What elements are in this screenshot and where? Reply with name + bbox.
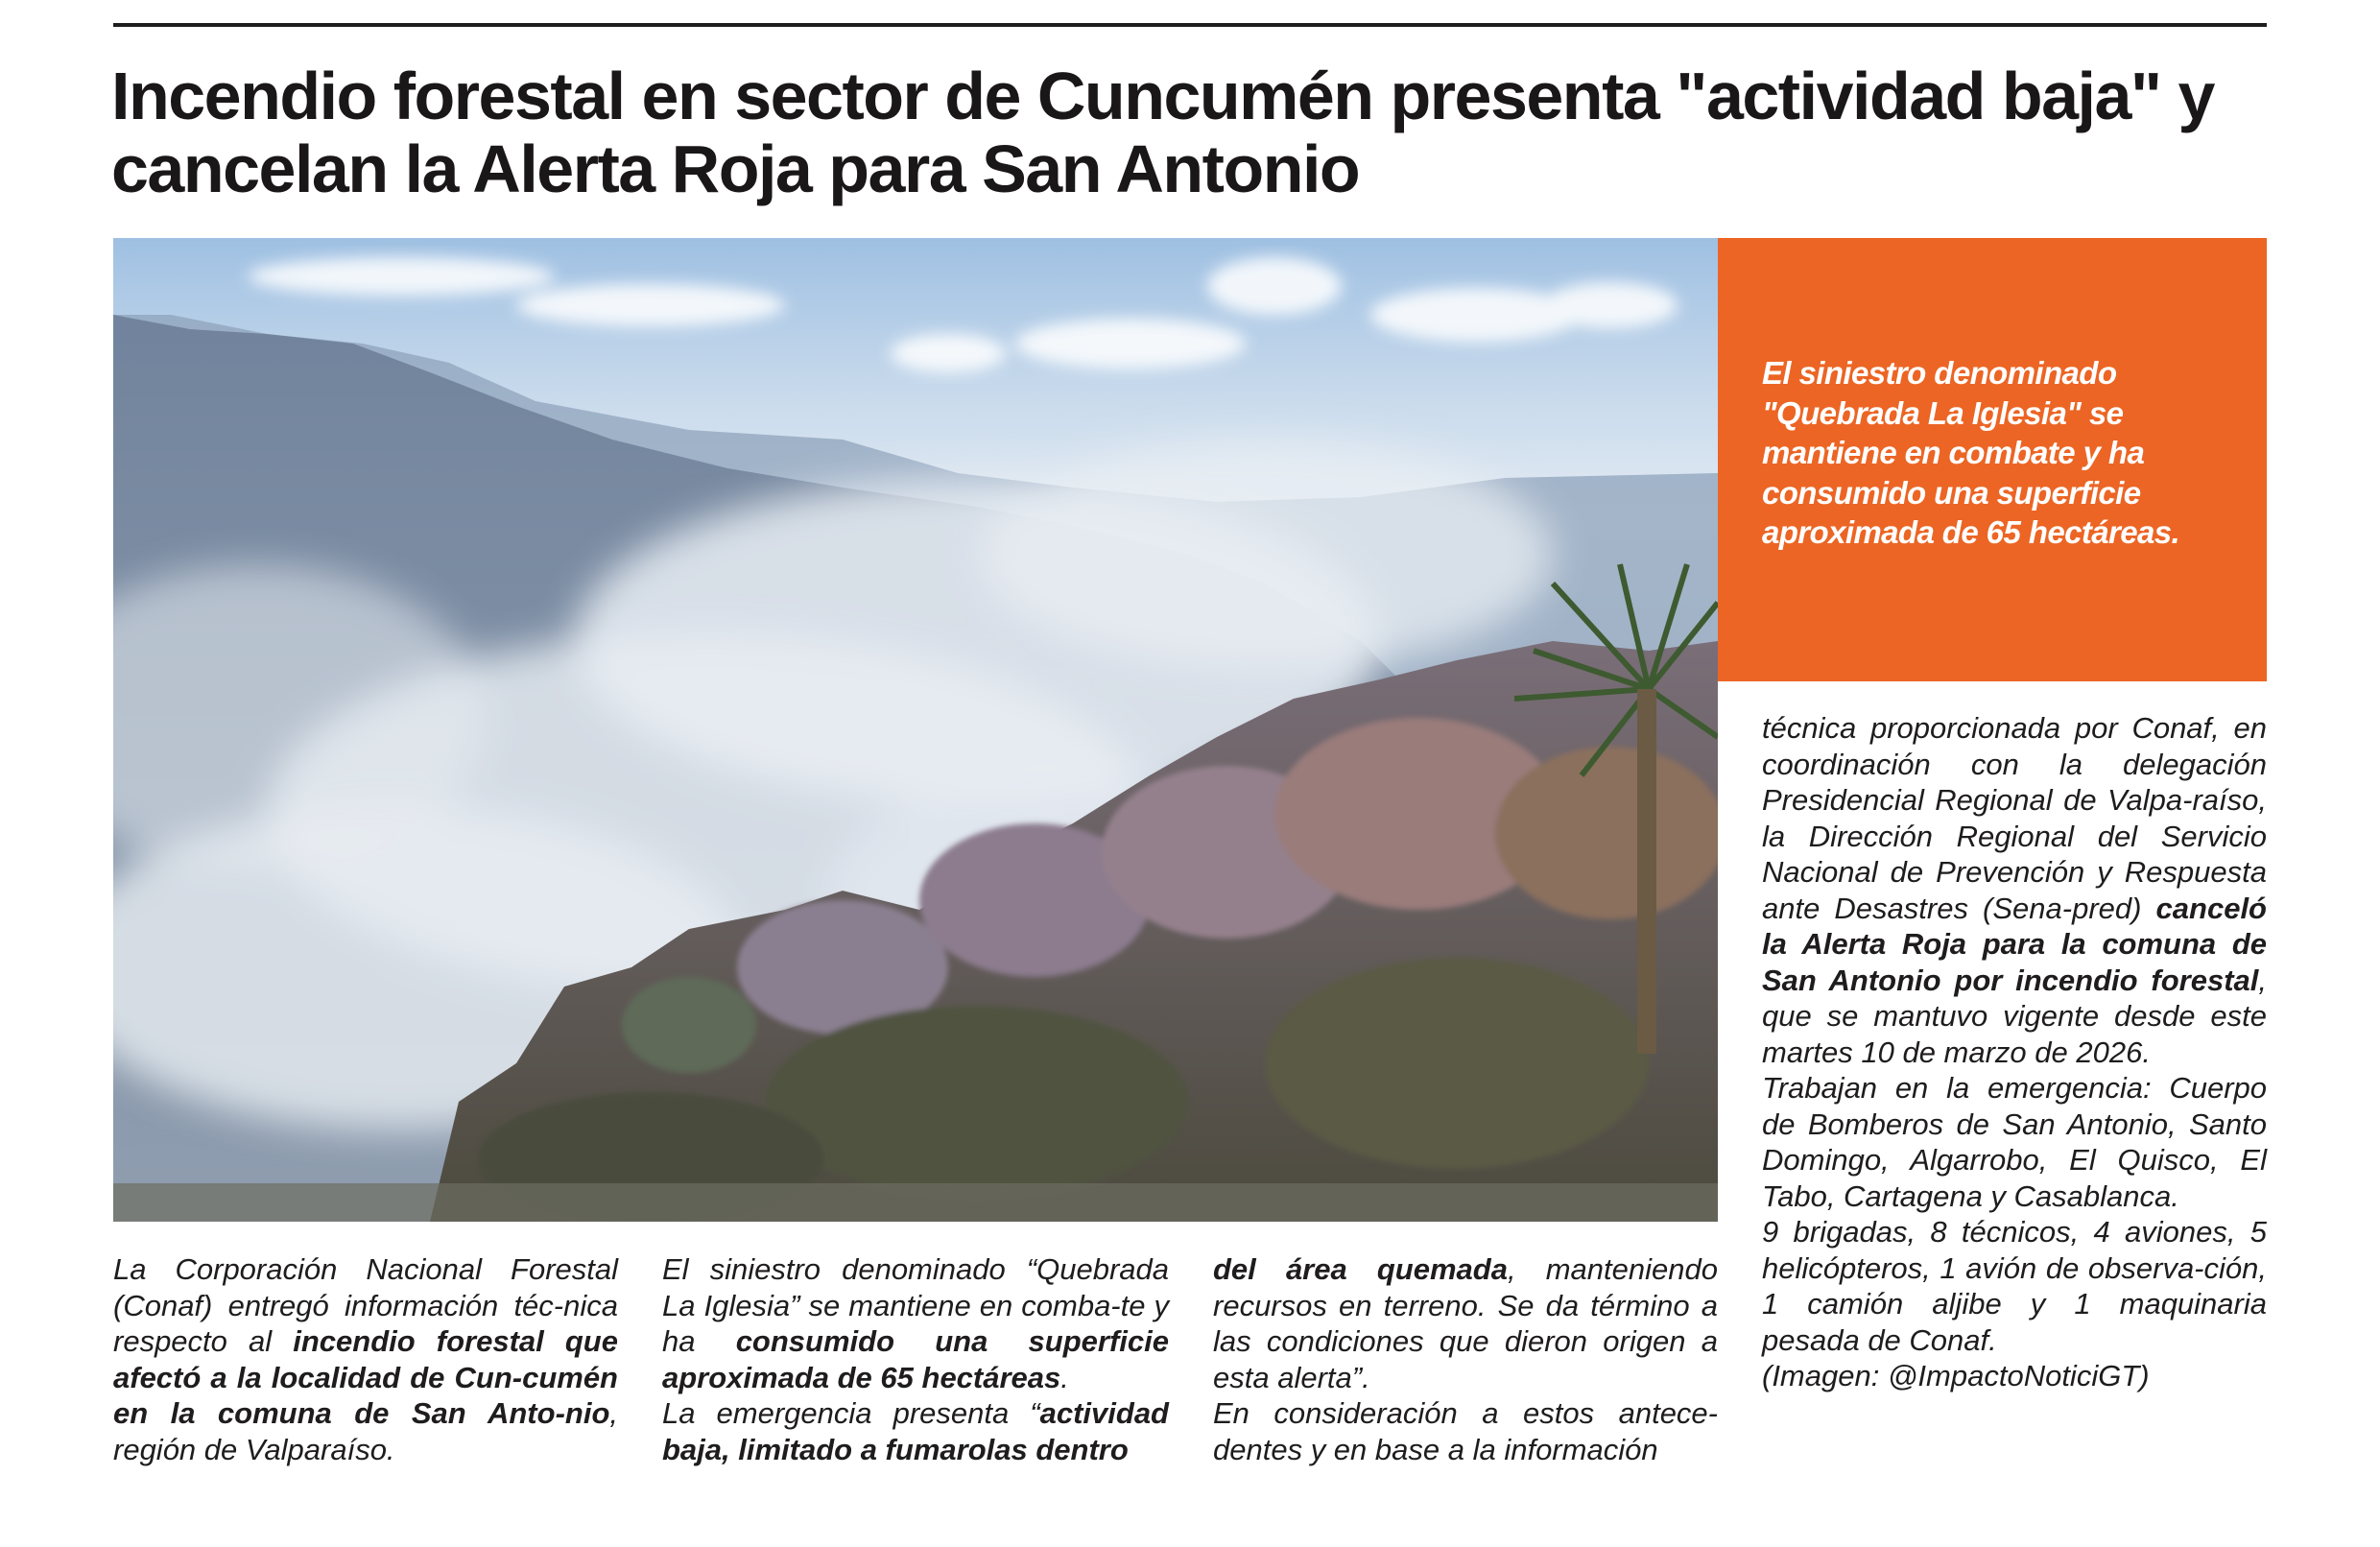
col4-paragraph-1 — [1762, 710, 2267, 1070]
image-credit: (Imagen: @ImpactoNoticiGT) — [1762, 1359, 2150, 1392]
headline: Incendio forestal en sector de Cuncumén presenta "actividad baja" y cancelan la Alerta Roja para San Antonio — [111, 59, 2214, 206]
col4-text-1: técnica proporcionada por Conaf, en coordinación con la delegación Presidencial Regional de Valpa-raíso, la Dirección Regional del Servicio Nacional de Prevención y Respuesta ante Desastres (Sena-pred) — [1762, 711, 2267, 925]
col2-text-2: . — [1060, 1360, 1069, 1394]
pull-quote: El siniestro denominado "Quebrada La Iglesia" se mantiene en combate y ha consumido una superficie aproximada de 65 hectáreas. — [1762, 355, 2180, 550]
wildfire-photo-illustration — [113, 238, 1718, 1222]
col1-text-2: , región de Valparaíso. — [113, 1396, 618, 1466]
col3-paragraph-2 — [1213, 1395, 1718, 1467]
article-column-4 — [1762, 710, 2267, 1394]
article-column-3 — [1213, 1251, 1718, 1467]
pull-quote-box — [1718, 238, 2267, 681]
article-photo — [113, 238, 1718, 1222]
col2-text-1: El siniestro denominado “Quebrada La Iglesia” se mantiene en comba-te y ha — [662, 1252, 1169, 1358]
article-column-1 — [113, 1251, 618, 1467]
col2-bold-2: actividad baja, limitado a fumarolas dentro — [662, 1396, 1169, 1466]
col4-bold-1: canceló la Alerta Roja para la comuna de San Antonio por incendio forestal — [1762, 891, 2267, 997]
col4-paragraph-2: Trabajan en la emergencia: Cuerpo de Bomberos de San Antonio, Santo Domingo, Algarrobo, El Quisco, El Tabo, Cartagena y Casablanca. — [1762, 1071, 2267, 1213]
col3-text-2: En consideración a estos antece-dentes y en base a la información — [1213, 1396, 1718, 1466]
col3-text-1: , manteniendo recursos en terreno. Se da término a las condiciones que dieron origen a esta alerta”. — [1213, 1252, 1718, 1394]
col2-bold-1: consumido una superficie aproximada de 65 hectáreas — [662, 1324, 1169, 1394]
col2-paragraph-2 — [662, 1395, 1169, 1467]
col3-paragraph-1 — [1213, 1251, 1718, 1395]
col4-text-2: , que se mantuvo vigente desde este martes 10 de marzo de 2026. — [1762, 963, 2267, 1069]
col2-text-3: La emergencia presenta “ — [662, 1396, 1040, 1430]
col1-text-1: La Corporación Nacional Forestal (Conaf) entregó información téc-nica respecto al — [113, 1252, 618, 1358]
col2-paragraph-1 — [662, 1251, 1169, 1395]
top-rule — [113, 23, 2267, 27]
col4-paragraph-3: 9 brigadas, 8 técnicos, 4 aviones, 5 helicópteros, 1 avión de observa-ción, 1 camión aljibe y 1 maquinaria pesada de Conaf. — [1762, 1215, 2267, 1357]
col1-bold-1: incendio forestal que afectó a la localidad de Cun-cumén en la comuna de San Anto-nio — [113, 1324, 618, 1430]
col3-bold-1: del área quemada — [1213, 1252, 1508, 1286]
article-column-2 — [662, 1251, 1169, 1467]
